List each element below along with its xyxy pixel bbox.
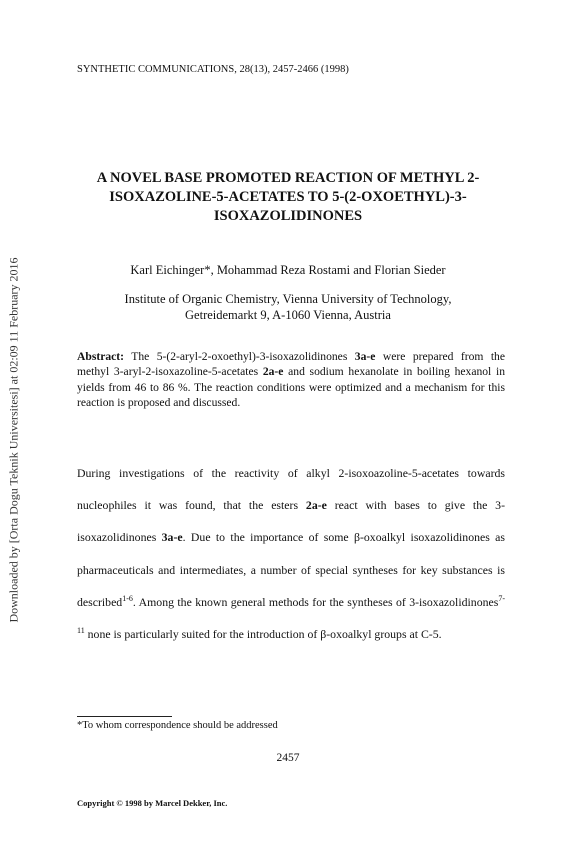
- body-text: react with bases to give the 3-isoxazolidinones: [77, 498, 506, 545]
- compound-ref: 2a-e: [262, 365, 284, 379]
- paper-title: A NOVEL BASE PROMOTED REACTION OF METHYL 2-ISOXAZOLINE-5-ACETATES TO 5-(2-OXOETHYL)-3-ISOXAZOLIDINONES: [96, 170, 480, 224]
- compound-ref: 3a-e: [161, 530, 183, 545]
- page-number: 2457: [276, 752, 300, 764]
- body-text: none is particularly suited for the introduction of β-oxoalkyl groups at C-5.: [84, 627, 442, 642]
- citation-ref: 1-6: [122, 593, 133, 603]
- download-watermark: [3, 225, 25, 655]
- footnote: *To whom correspondence should be addressed: [77, 720, 278, 731]
- abstract-text: and sodium hexanolate in boiling hexanol in yields from 46 to 86 %. The reaction conditions were optimized and a mechanism for this reaction is proposed and discussed.: [77, 365, 505, 409]
- copyright-notice: Copyright © 1998 by Marcel Dekker, Inc.: [77, 798, 228, 808]
- body-paragraph: [77, 457, 505, 650]
- compound-ref: 3a-e: [354, 350, 376, 363]
- affiliation: [0, 291, 576, 323]
- citation-ref: 7-11: [77, 593, 505, 636]
- affiliation-line-1: Institute of Organic Chemistry, Vienna University of Technology,: [124, 292, 452, 306]
- abstract-label: Abstract:: [77, 350, 125, 363]
- affiliation-line-2: Getreidemarkt 9, A-1060 Vienna, Austria: [185, 308, 391, 322]
- journal-header: SYNTHETIC COMMUNICATIONS, 28(13), 2457-2466 (1998): [77, 64, 349, 75]
- body-text: During investigations of the reactivity of alkyl 2-isoxoazoline-5-acetates towards nucleophiles it was found, that the esters: [77, 466, 505, 513]
- download-note: Downloaded by [Orta Dogu Teknik Universitesi] at 02:09 11 February 2016: [6, 257, 21, 623]
- abstract-text: The 5-(2-aryl-2-oxoethyl)-3-isoxazolidinones: [124, 350, 355, 363]
- abstract-text: were prepared from the methyl 3-aryl-2-isoxazoline-5-acetates: [77, 350, 505, 379]
- abstract: [77, 349, 505, 410]
- body-text: . Due to the importance of some β-oxoalkyl isoxazolidinones as pharmaceuticals and intermediates, a number of special syntheses for key substances is described: [77, 530, 505, 609]
- body-text: . Among the known general methods for the syntheses of 3-isoxazolidinones: [132, 594, 499, 609]
- compound-ref: 2a-e: [305, 498, 327, 513]
- footnote-divider: [77, 716, 172, 717]
- author-list: Karl Eichinger*, Mohammad Reza Rostami and Florian Sieder: [130, 263, 446, 277]
